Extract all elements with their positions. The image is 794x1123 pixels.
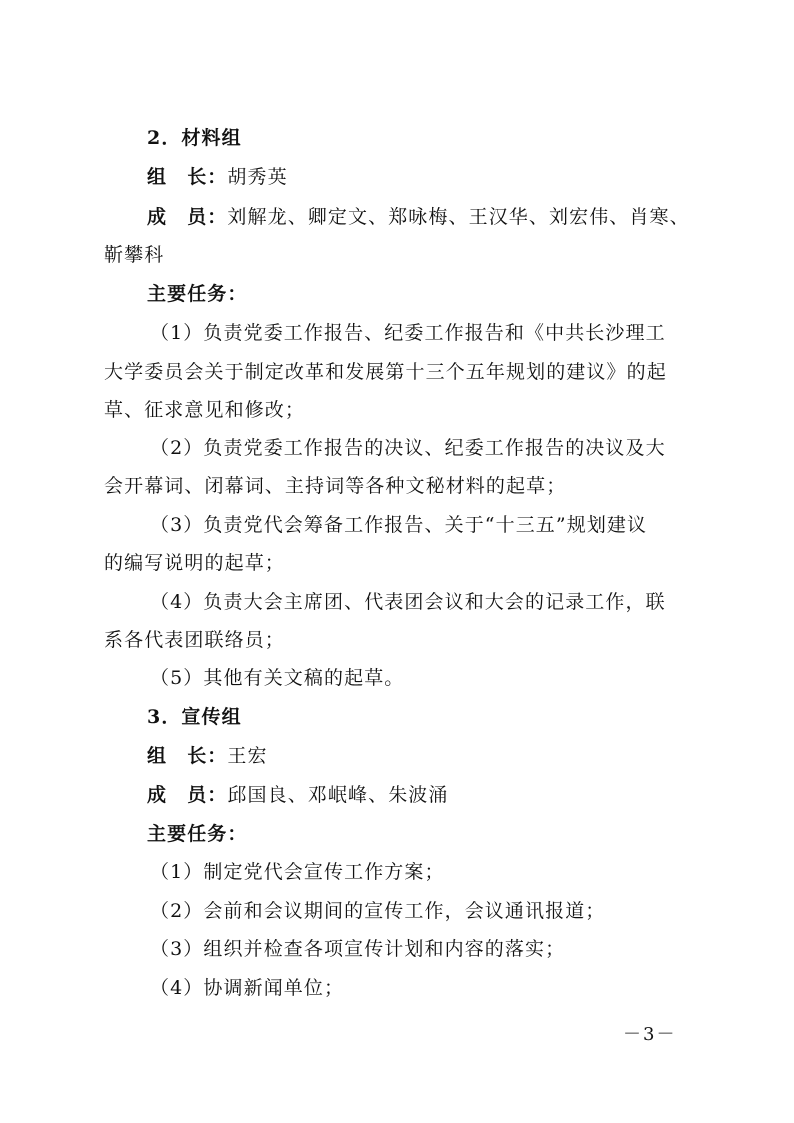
publicity-task-2: （2）会前和会议期间的宣传工作，会议通讯报道； [150, 900, 606, 922]
leader-name: 胡秀英 [227, 166, 288, 188]
members-label: 成 员： [147, 784, 228, 806]
publicity-task-3: （3）组织并检查各项宣传计划和内容的落实； [150, 938, 566, 960]
members-label: 成 员： [147, 206, 228, 228]
publicity-task-4: （4）协调新闻单位； [150, 977, 345, 999]
leader-name: 王宏 [227, 745, 268, 767]
leader-label: 组 长： [147, 745, 228, 767]
task-item-3-line2: 的编写说明的起草； [104, 552, 285, 574]
task-item-2-line1: （2）负责党委工作报告的决议、纪委工作报告的决议及大 [150, 437, 666, 459]
task-item-1-line3: 草、征求意见和修改； [104, 399, 306, 421]
section-heading-materials: 2．材料组 [147, 127, 242, 149]
page-number: －3－ [623, 1024, 677, 1045]
leader-label: 组 长： [147, 166, 228, 188]
tasks-label-materials: 主要任务： [147, 283, 248, 305]
task-item-1-line2: 大学委员会关于制定改革和发展第十三个五年规划的建议》的起 [104, 361, 667, 383]
leader-row-materials [147, 165, 737, 189]
section-heading-publicity: 3．宣传组 [147, 706, 242, 728]
members-row-publicity [147, 783, 737, 807]
publicity-task-1: （1）制定党代会宣传工作方案； [150, 861, 445, 883]
members-list: 邱国良、邓岷峰、朱波涌 [227, 784, 449, 806]
task-item-5: （5）其他有关文稿的起草。 [150, 667, 405, 689]
task-item-1-line1: （1）负责党委工作报告、纪委工作报告和《中共长沙理工 [150, 322, 666, 344]
task-item-2-line2: 会开幕词、闭幕词、主持词等各种文秘材料的起草； [104, 475, 567, 497]
members-row-materials [147, 205, 737, 229]
members-list: 刘解龙、卿定文、郑咏梅、王汉华、刘宏伟、肖寒、 [227, 206, 690, 228]
task-item-4-line2: 系各代表团联络员； [104, 629, 285, 651]
tasks-label-publicity: 主要任务： [147, 823, 248, 845]
members-list-continued: 靳攀科 [104, 244, 165, 266]
task-item-4-line1: （4）负责大会主席团、代表团会议和大会的记录工作，联 [150, 591, 666, 613]
task-item-3-line1: （3）负责党代会筹备工作报告、关于“十三五”规划建议 [150, 514, 648, 536]
leader-row-publicity [147, 744, 737, 768]
